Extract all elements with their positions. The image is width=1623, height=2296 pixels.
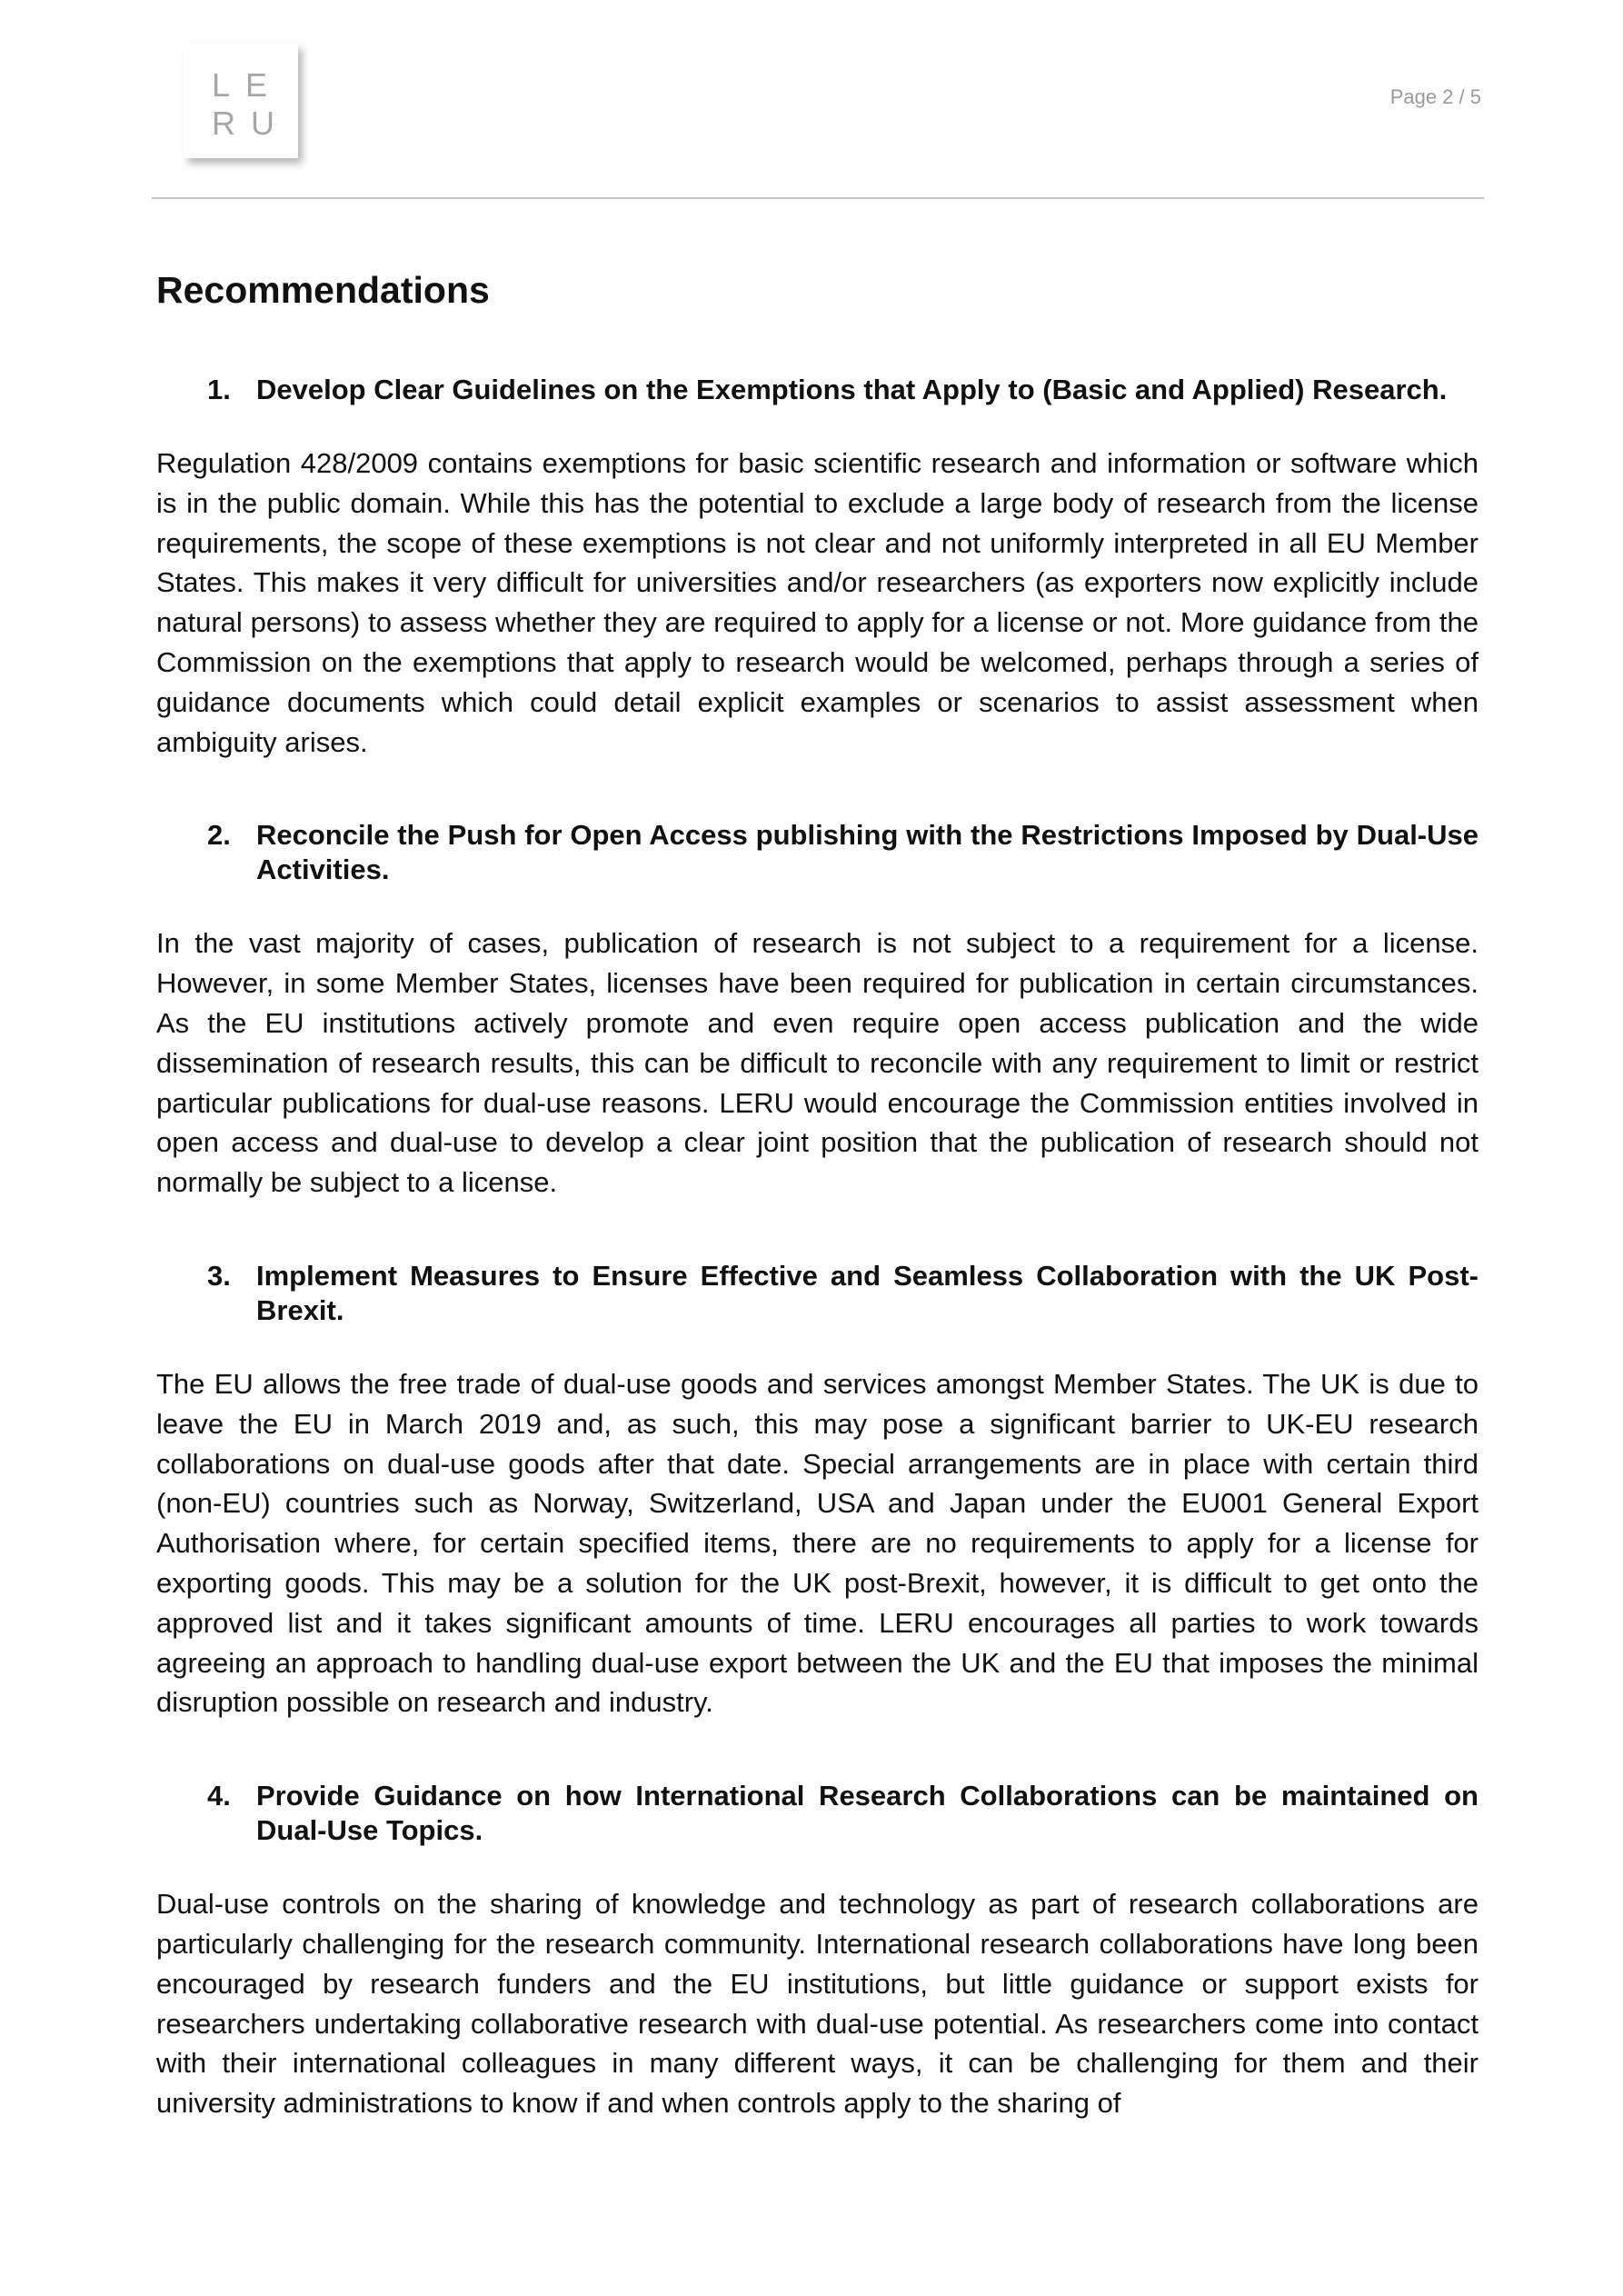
section-title: Recommendations [156, 269, 490, 311]
leru-logo [184, 44, 298, 158]
recommendation-title: Provide Guidance on how International Research Collaborations can be maintained on Dual-Use Topics. [256, 1780, 1479, 1847]
recommendation-heading-1 [156, 373, 1479, 407]
logo-text-line-1: LE [212, 66, 284, 104]
recommendation-title: Reconcile the Push for Open Access publishing with the Restrictions Imposed by Dual-Use Activities. [256, 819, 1479, 886]
recommendation-body-2: In the vast majority of cases, publication of research is not subject to a requirement for a license. However, in some Member States, licenses have been required for publication in certain circumstances. As the EU institutions actively promote and even require open access publication and the wide dissemination of research results, this can be difficult to reconcile with any requirement to limit or restrict particular publications for dual-use reasons. LERU would encourage the Commission entities involved in open access and dual-use to develop a clear joint position that the publication of research should not normally be subject to a license. [156, 927, 1479, 1199]
logo-text-line-2: RU [212, 105, 290, 142]
recommendation-heading-2 [156, 818, 1479, 887]
recommendation-body-4: Dual-use controls on the sharing of knowledge and technology as part of research collaborations are particularly challenging for the research community. International research collaborations have long been encouraged by research funders and the EU institutions, but little guidance or support exists for researchers undertaking collaborative research with dual-use potential. As researchers come into contact with their international colleagues in many different ways, it can be challenging for them and their university administrations to know if and when controls apply to the sharing of [156, 1888, 1479, 2120]
header-divider [152, 197, 1484, 199]
document-body [156, 267, 1479, 2123]
recommendation-number: 1. [207, 374, 231, 405]
recommendation-title: Implement Measures to Ensure Effective and Seamless Collaboration with the UK Post-Brexit. [256, 1259, 1479, 1326]
recommendation-heading-4 [156, 1779, 1479, 1848]
recommendation-heading-3 [156, 1259, 1479, 1328]
recommendation-body-1: Regulation 428/2009 contains exemptions for basic scientific research and information or software which is in the public domain. While this has the potential to exclude a large body of research from the license requirements, the scope of these exemptions is not clear and not uniformly interpreted in all EU Member States. This makes it very difficult for universities and/or researchers (as exporters now explicitly include natural persons) to assess whether they are required to apply for a license or not. More guidance from the Commission on the exemptions that apply to research would be welcomed, perhaps through a series of guidance documents which could detail explicit examples or scenarios to assist assessment when ambiguity arises. [156, 447, 1479, 758]
page-indicator: Page 2 / 5 [1389, 85, 1481, 108]
recommendation-body-3: The EU allows the free trade of dual-use goods and services amongst Member States. The UK is due to leave the EU in March 2019 and, as such, this may pose a significant barrier to UK-EU research collaborations on dual-use goods after that date. Special arrangements are in place with certain third (non-EU) countries such as Norway, Switzerland, USA and Japan under the EU001 General Export Authorisation where, for certain specified items, there are no requirements to apply for a license for exporting goods. This may be a solution for the UK post-Brexit, however, it is difficult to get onto the approved list and it takes significant amounts of time. LERU encourages all parties to work towards agreeing an approach to handling dual-use export between the UK and the EU that imposes the minimal disruption possible on research and industry. [156, 1367, 1479, 1719]
recommendation-number: 4. [207, 1780, 231, 1812]
recommendation-number: 3. [207, 1259, 231, 1292]
recommendation-number: 2. [207, 819, 231, 852]
recommendation-title: Develop Clear Guidelines on the Exemptions that Apply to (Basic and Applied) Research. [256, 374, 1448, 405]
